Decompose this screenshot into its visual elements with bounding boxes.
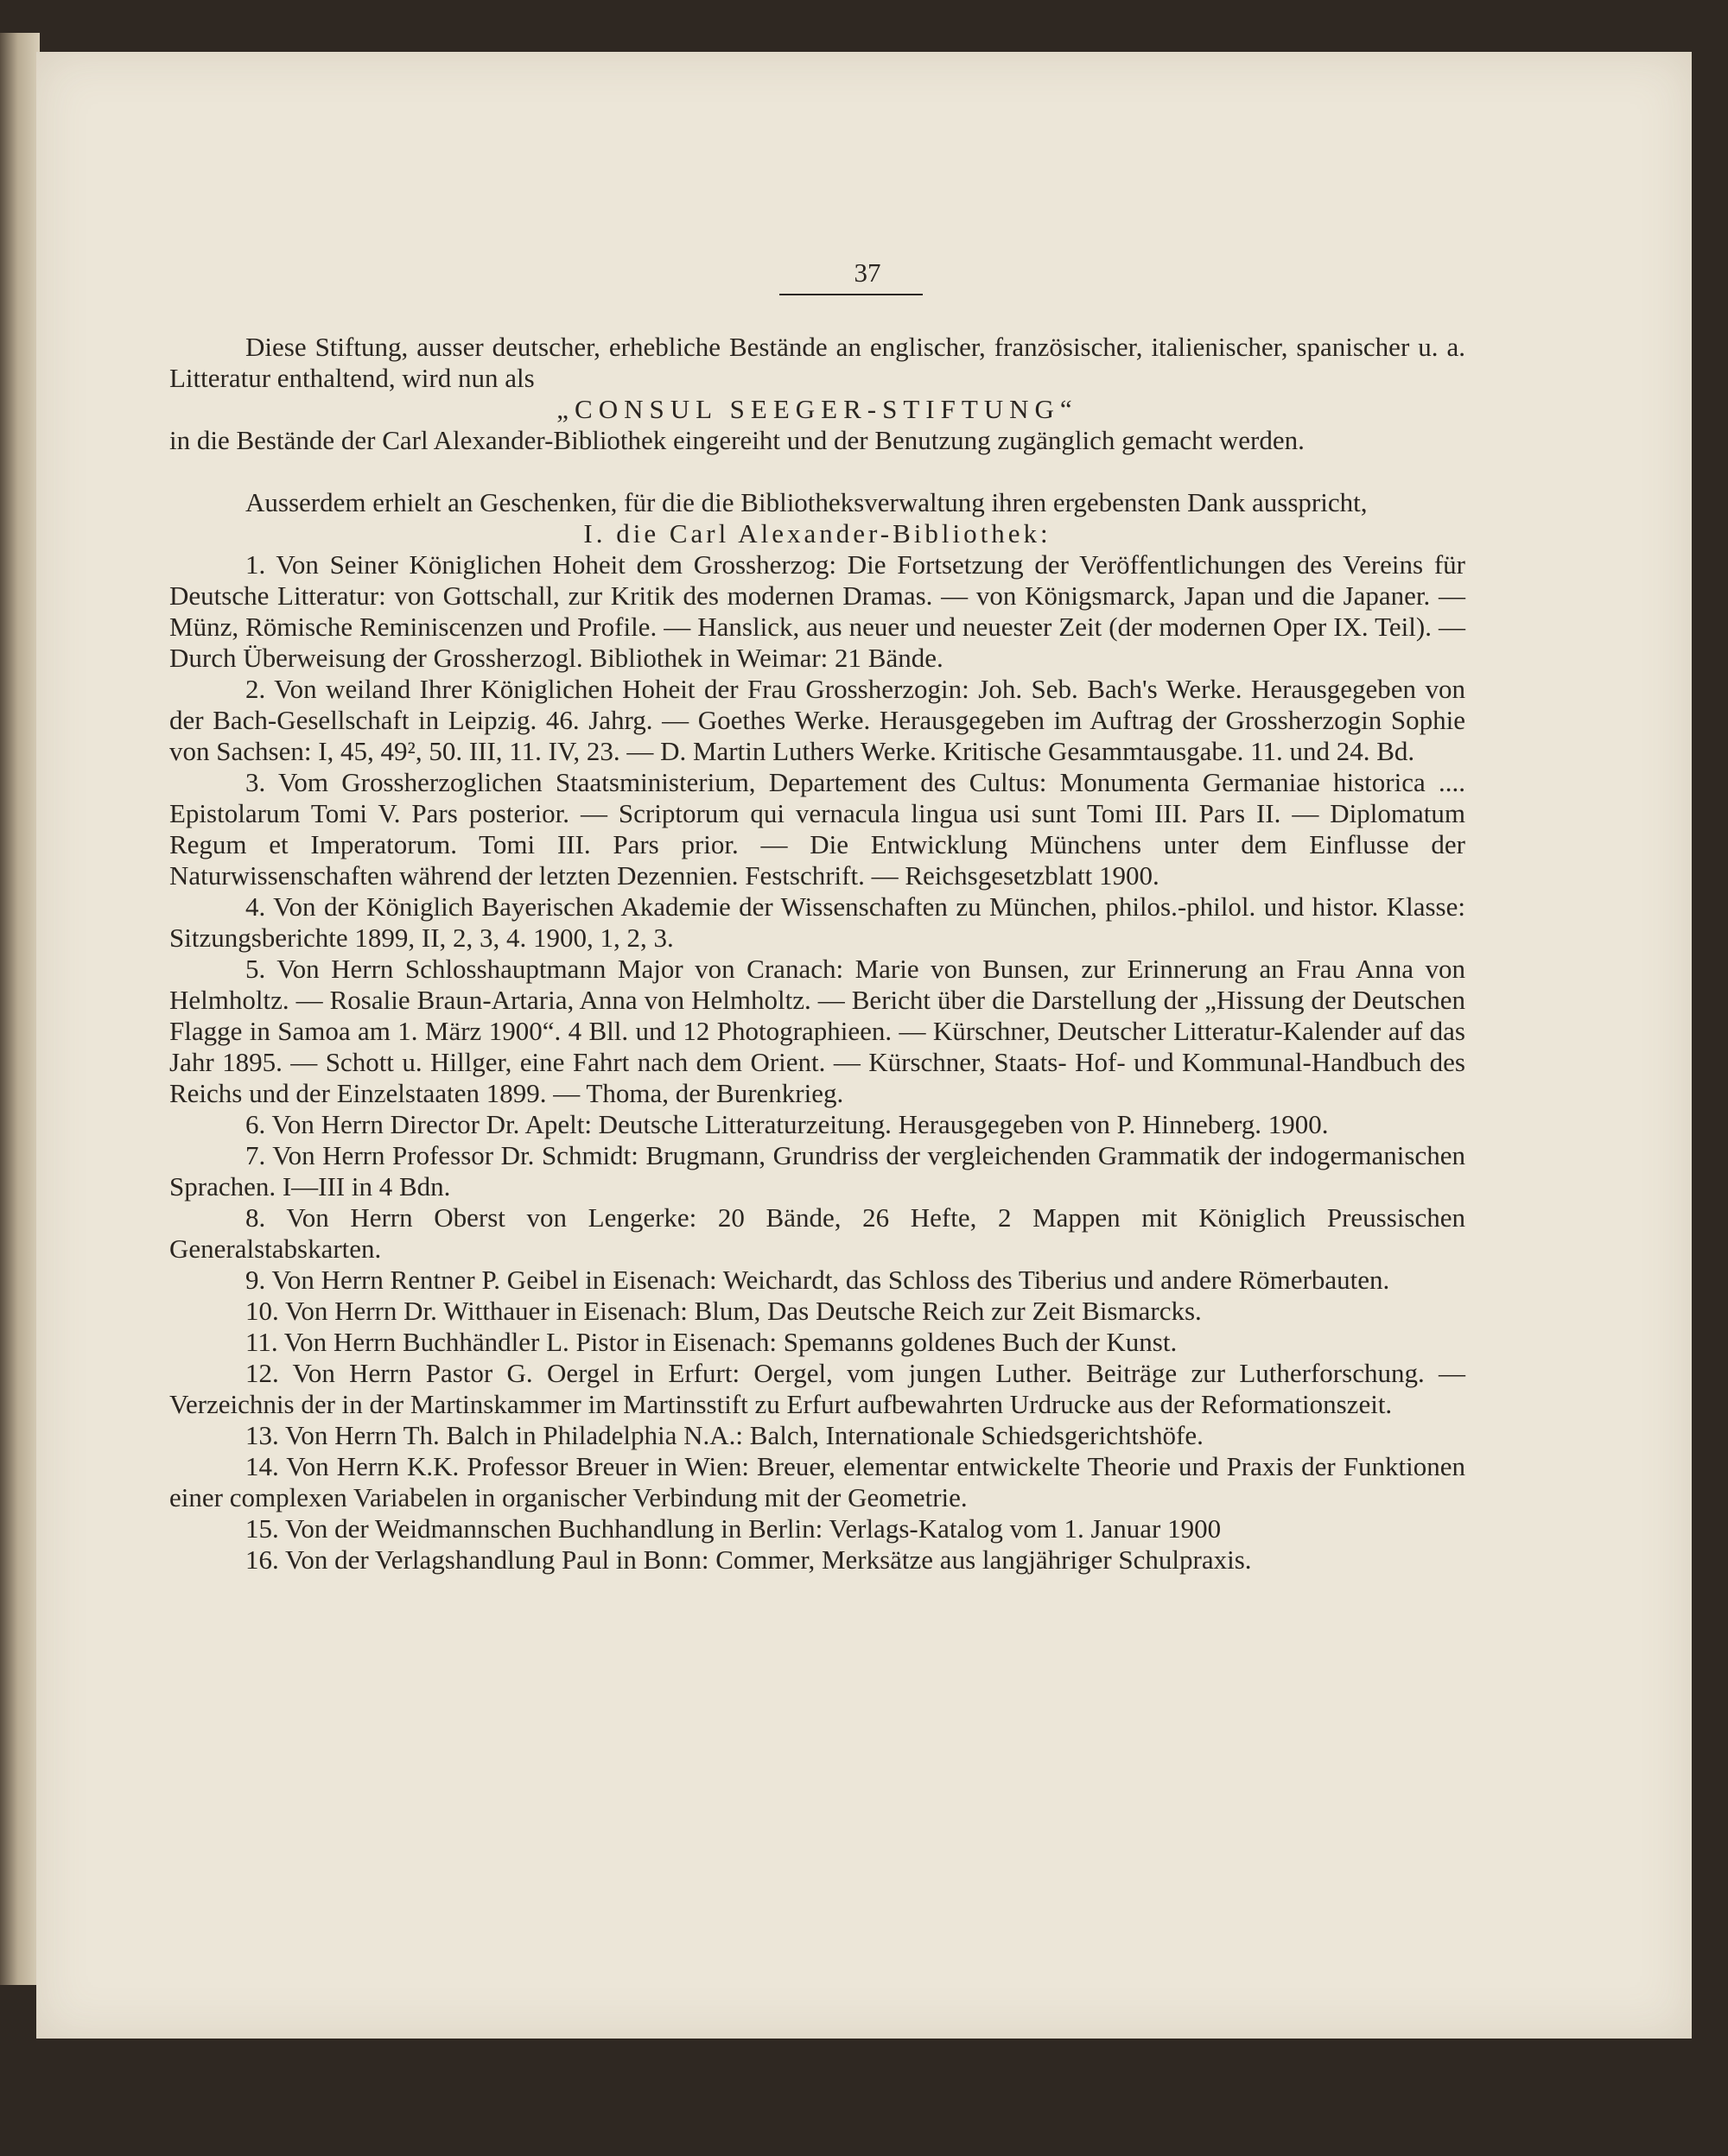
intro-paragraph: Diese Stiftung, ausser deutscher, erhebliche Bestände an englischer, französischer, italienischer, spanischer u. a. Litteratur enthaltend, wird nun als — [169, 332, 1465, 393]
list-item: 2. Von weiland Ihrer Königlichen Hoheit der Frau Grossherzogin: Joh. Seb. Bach's Werke. Herausgegeben von der Bach-Gesellschaft in Leipzig. 46. Jahrg. — Goethes Werke. Herausgegeben im Auftrag der Grossherzogin Sophie von Sachsen: I, 45, 49², 50. III, 11. IV, 23. — D. Martin Luthers Werke. Kritische Gesammtausgabe. 11. und 24. Bd. — [169, 674, 1465, 766]
list-item: 4. Von der Königlich Bayerischen Akademie der Wissenschaften zu München, philos.-philol. und histor. Klasse: Sitzungsberichte 1899, II, 2, 3, 4. 1900, 1, 2, 3. — [169, 891, 1465, 953]
list-item: 3. Vom Grossherzoglichen Staatsministerium, Departement des Cultus: Monumenta Germaniae historica .... Epistolarum Tomi V. Pars posterior. — Scriptorum qui vernacula lingua usi sunt Tomi III. Pars II. — Diplomatum Regum et Imperatorum. Tomi III. Pars prior. — Die Entwicklung Münchens unter dem Einflusse der Naturwissenschaften während der letzten Dezennien. Festschrift. — Reichsgesetzblatt 1900. — [169, 767, 1465, 891]
list-item: 8. Von Herrn Oberst von Lengerke: 20 Bände, 26 Hefte, 2 Mappen mit Königlich Preussischen Generalstabskarten. — [169, 1202, 1465, 1264]
list-item: 9. Von Herrn Rentner P. Geibel in Eisenach: Weichardt, das Schloss des Tiberius und andere Römerbauten. — [245, 1265, 1390, 1295]
intro-continuation: in die Bestände der Carl Alexander-Bibliothek eingereiht und der Benutzung zugänglich gemacht werden. — [169, 425, 1305, 455]
foundation-name: „CONSUL SEEGER-STIFTUNG“ — [556, 394, 1078, 424]
page-number-rule — [779, 294, 923, 295]
page-number: 37 — [854, 257, 881, 288]
section-heading: I. die Carl Alexander-Bibliothek: — [583, 518, 1051, 549]
list-item: 16. Von der Verlagshandlung Paul in Bonn: Commer, Merksätze aus langjähriger Schulpraxis. — [245, 1544, 1252, 1575]
list-item: 11. Von Herrn Buchhändler L. Pistor in Eisenach: Spemanns goldenes Buch der Kunst. — [245, 1327, 1178, 1357]
list-item: 5. Von Herrn Schlosshauptmann Major von Cranach: Marie von Bunsen, zur Erinnerung an Frau Anna von Helmholtz. — Rosalie Braun-Artaria, Anna von Helmholtz. — Bericht über die Darstellung der „Hissung der Deutschen Flagge in Samoa am 1. März 1900“. 4 Bll. und 12 Photographieen. — Kürschner, Deutscher Litteratur-Kalender auf das Jahr 1895. — Schott u. Hillger, eine Fahrt nach dem Orient. — Kürschner, Staats- Hof- und Kommunal-Handbuch des Reichs und der Einzelstaaten 1899. — Thoma, der Burenkrieg. — [169, 954, 1465, 1108]
list-item: 12. Von Herrn Pastor G. Oergel in Erfurt: Oergel, vom jungen Luther. Beiträge zur Lutherforschung. — Verzeichnis der in der Martinskammer im Martinsstift zu Erfurt aufbewahrten Urdrucke aus der Reformationszeit. — [169, 1358, 1465, 1419]
text-column — [169, 332, 1465, 1576]
list-item: 6. Von Herrn Director Dr. Apelt: Deutsche Litteraturzeitung. Herausgegeben von P. Hinneberg. 1900. — [245, 1109, 1329, 1139]
list-item: 10. Von Herrn Dr. Witthauer in Eisenach: Blum, Das Deutsche Reich zur Zeit Bismarcks. — [245, 1296, 1202, 1326]
list-item: 15. Von der Weidmannschen Buchhandlung in Berlin: Verlags-Katalog vom 1. Januar 1900 — [245, 1513, 1222, 1544]
list-item: 7. Von Herrn Professor Dr. Schmidt: Brugmann, Grundriss der vergleichenden Grammatik der indogermanischen Sprachen. I—III in 4 Bdn. — [169, 1140, 1465, 1202]
list-item: 1. Von Seiner Königlichen Hoheit dem Grossherzog: Die Fortsetzung der Veröffentlichungen des Vereins für Deutsche Litteratur: von Gottschall, zur Kritik des modernen Dramas. — von Königsmarck, Japan und die Japaner. — Münz, Römische Reminiscenzen und Profile. — Hanslick, aus neuer und neuester Zeit (der modernen Oper IX. Teil). — Durch Überweisung der Grossherzogl. Bibliothek in Weimar: 21 Bände. — [169, 549, 1465, 673]
list-item: 13. Von Herrn Th. Balch in Philadelphia N.A.: Balch, Internationale Schiedsgerichtshöfe. — [245, 1420, 1204, 1450]
paragraph-gap — [169, 456, 1465, 487]
list-item: 14. Von Herrn K.K. Professor Breuer in Wien: Breuer, elementar entwickelte Theorie und Praxis der Funktionen einer complexen Variabelen in organischer Verbindung mit der Geometrie. — [169, 1451, 1465, 1512]
gifts-paragraph: Ausserdem erhielt an Geschenken, für die die Bibliotheksverwaltung ihren ergebensten Dank ausspricht, — [245, 487, 1368, 517]
previous-page-edge — [0, 33, 40, 1985]
